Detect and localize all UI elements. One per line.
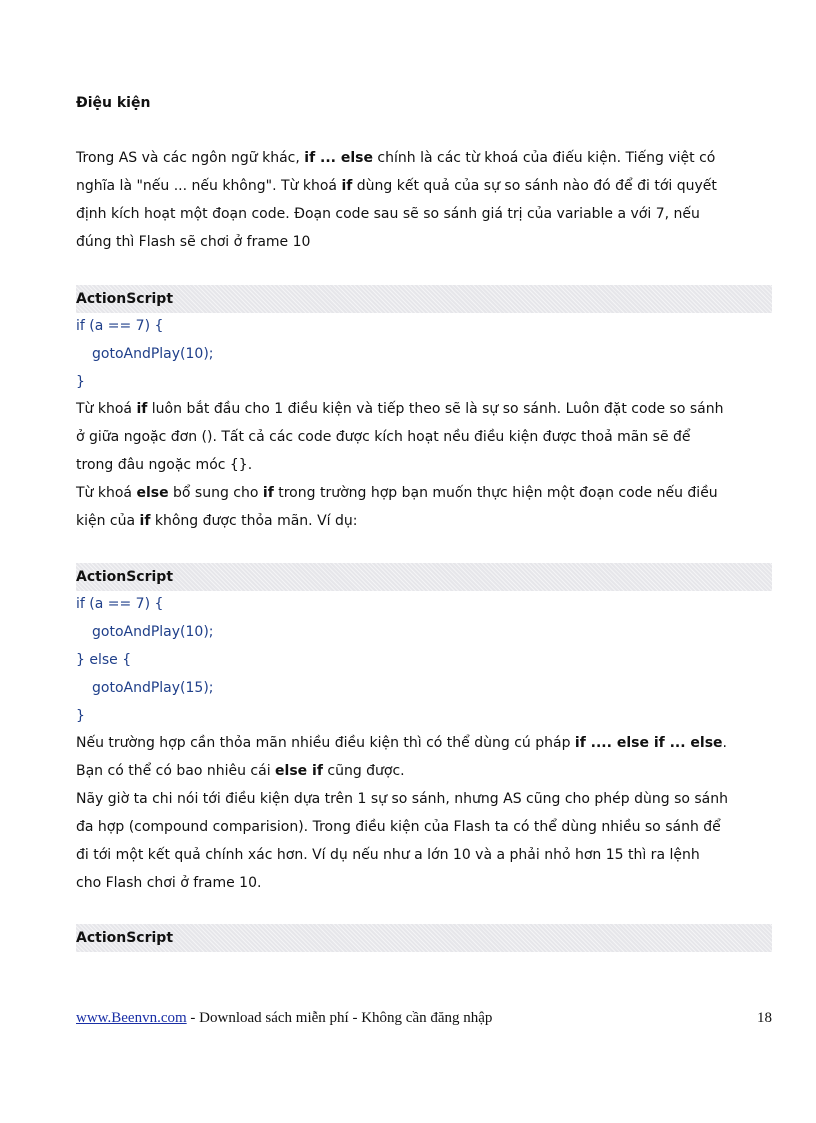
code-line: if (a == 7) { — [76, 318, 164, 334]
code-line: } else { — [76, 652, 132, 668]
paragraph-line: đi tới một kết quả chính xác hơn. Ví dụ nếu như a lớn 10 và a phải nhỏ hơn 15 thì ra lệnh — [76, 847, 700, 863]
paragraph-line: Nãy giờ ta chi nói tới điều kiện dựa trên 1 sự so sánh, nhưng AS cũng cho phép dùng so sánh — [76, 791, 729, 807]
section-title: Điệu kiện — [76, 95, 151, 111]
paragraph-line: định kích hoạt một đoạn code. Đoạn code sau sẽ so sánh giá trị của variable a với 7, nếu — [76, 206, 700, 222]
paragraph-line: cho Flash chơi ở frame 10. — [76, 875, 262, 891]
paragraph-line: nghĩa là "nếu ... nếu không". Từ khoá if dùng kết quả của sự so sánh nào đó để đi tới quyết — [76, 178, 717, 194]
code-block-header: ActionScript — [76, 924, 772, 952]
footer-text: - Download sách miễn phí - Không cần đăng nhập — [186, 1010, 493, 1026]
code-line: gotoAndPlay(15); — [92, 680, 214, 696]
paragraph-line: đa hợp (compound comparision). Trong điều kiện của Flash ta có thể dùng nhiều so sánh để — [76, 819, 721, 835]
paragraph-line: Nếu trường hợp cần thỏa mãn nhiều điều kiện thì có thể dùng cú pháp if .... else if ... else. — [76, 735, 727, 751]
page-number: 18 — [757, 1010, 772, 1026]
paragraph-line: ở giữa ngoặc đơn (). Tất cả các code được kích hoạt nều điều kiện được thoả mãn sẽ để — [76, 429, 691, 445]
paragraph-line: Bạn có thể có bao nhiêu cái else if cũng được. — [76, 763, 405, 779]
code-line: if (a == 7) { — [76, 596, 164, 612]
code-line: gotoAndPlay(10); — [92, 346, 214, 362]
paragraph-line: Trong AS và các ngôn ngữ khác, if ... else chính là các từ khoá của điếu kiện. Tiếng việt có — [76, 150, 716, 166]
paragraph-line: Từ khoá else bổ sung cho if trong trường hợp bạn muốn thực hiện một đoạn code nếu điều — [76, 485, 718, 501]
page-footer — [76, 1010, 772, 1027]
paragraph-line: kiện của if không được thỏa mãn. Ví dụ: — [76, 513, 358, 529]
footer-link[interactable]: www.Beenvn.com — [76, 1010, 187, 1026]
code-line: gotoAndPlay(10); — [92, 624, 214, 640]
paragraph-line: trong đâu ngoặc móc {}. — [76, 457, 253, 473]
code-block-header: ActionScript — [76, 563, 772, 591]
code-line: } — [76, 374, 85, 390]
paragraph-line: Từ khoá if luôn bắt đầu cho 1 điều kiện và tiếp theo sẽ là sự so sánh. Luôn đặt code so sánh — [76, 401, 724, 417]
code-block-header: ActionScript — [76, 285, 772, 313]
code-line: } — [76, 708, 85, 724]
paragraph-line: đúng thì Flash sẽ chơi ở frame 10 — [76, 234, 311, 250]
